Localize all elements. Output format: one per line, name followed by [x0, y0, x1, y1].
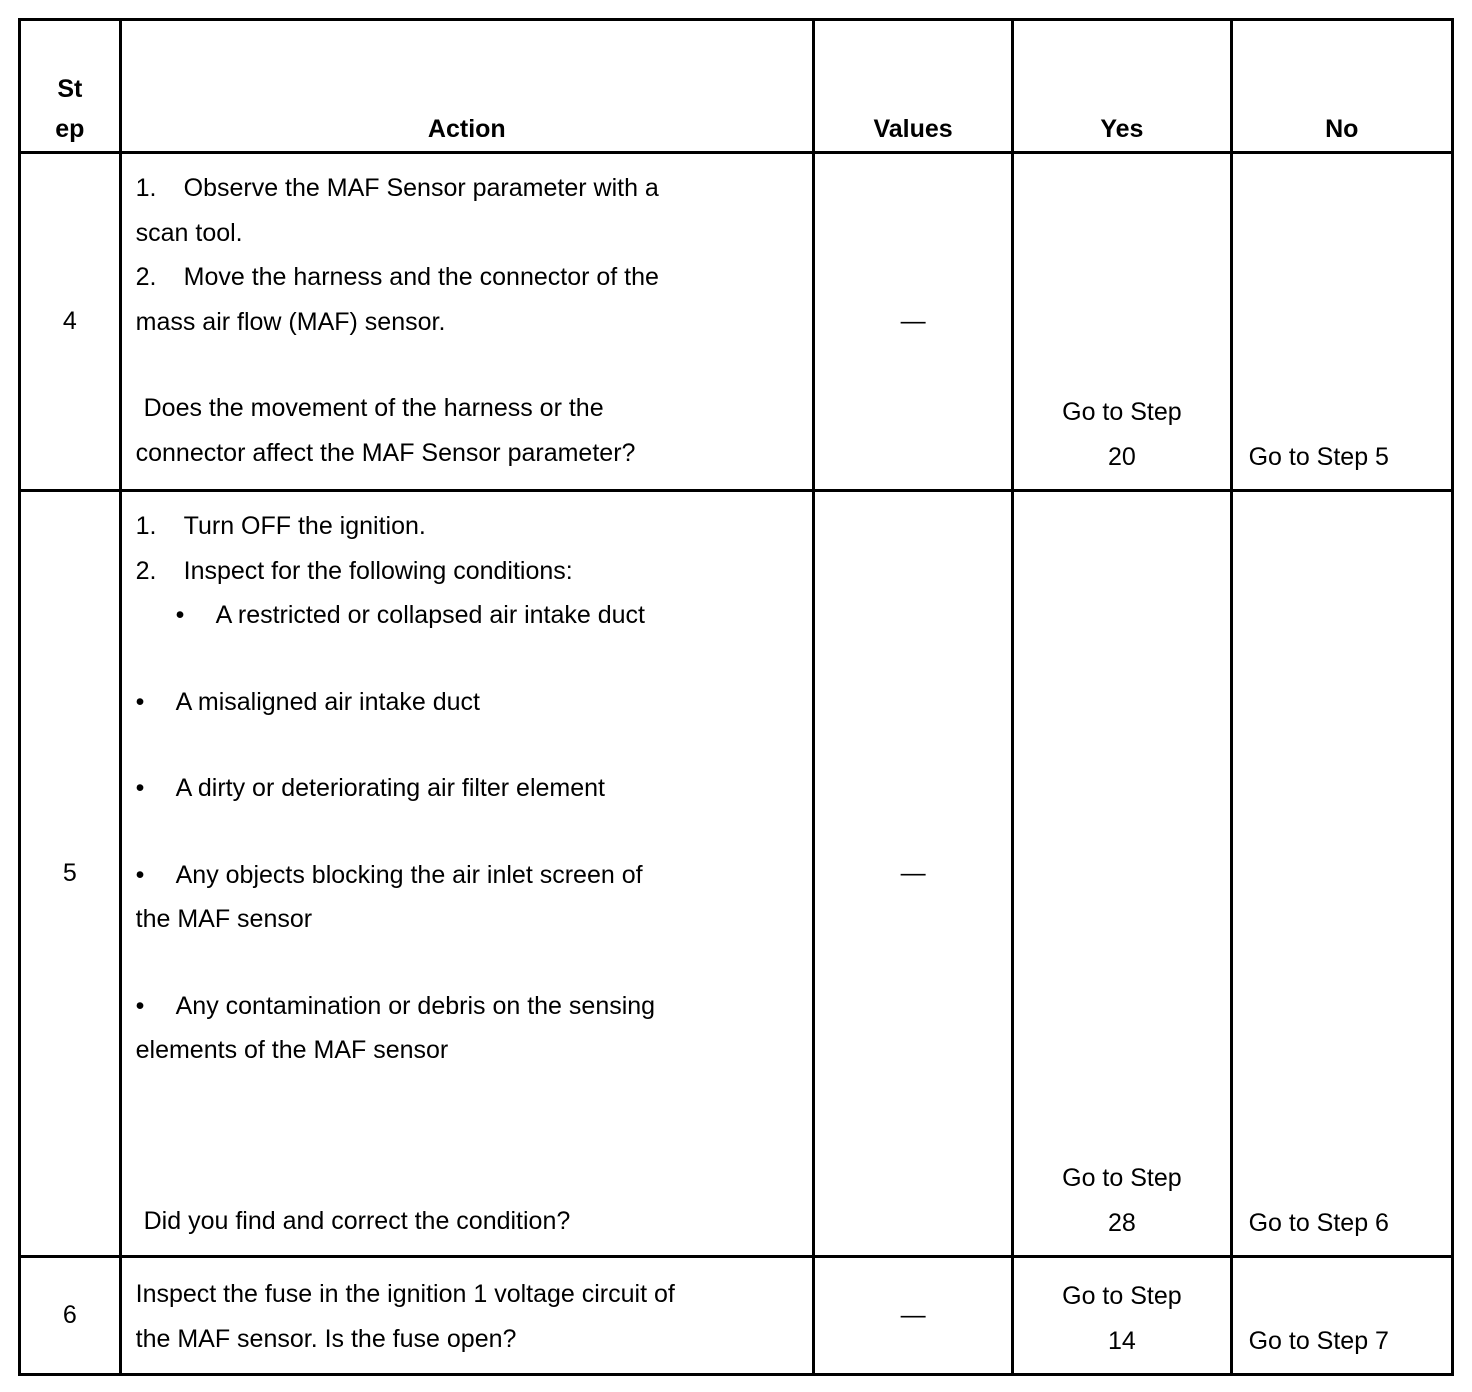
action-cell [120, 491, 813, 1257]
diagnostic-table [18, 18, 1454, 1376]
list-number: 2. [135, 556, 157, 585]
action-text: the MAF sensor [135, 905, 313, 933]
list-number: 1. [135, 512, 157, 540]
yes-line1: Go to Step [1062, 1164, 1182, 1192]
action-cell [120, 1257, 813, 1375]
bullet: • [175, 601, 185, 629]
values-cell: — [813, 153, 1012, 491]
header-step [20, 20, 121, 153]
step-number: 4 [20, 153, 121, 491]
yes-cell [1013, 153, 1231, 491]
header-no: No [1231, 20, 1452, 153]
no-text: Go to Step 5 [1248, 442, 1389, 471]
step-number: 6 [20, 1257, 121, 1375]
yes-line1: Go to Step [1062, 1282, 1182, 1310]
step-number: 5 [20, 491, 121, 1257]
action-question: Does the movement of the harness or the [143, 394, 604, 422]
action-text: A misaligned air intake duct [175, 687, 480, 716]
action-text: Any contamination or debris on the sensing [175, 991, 656, 1020]
action-text: Observe the MAF Sensor parameter with a [183, 174, 659, 202]
action-text: A restricted or collapsed air intake duct [215, 601, 646, 629]
values-cell: — [813, 1257, 1012, 1375]
action-text: mass air flow (MAF) sensor. [135, 307, 446, 336]
yes-line2: 28 [1107, 1208, 1136, 1237]
yes-cell [1013, 491, 1231, 1257]
header-step-line1: St [57, 75, 83, 103]
no-text: Go to Step 7 [1248, 1326, 1389, 1355]
no-text: Go to Step 6 [1248, 1208, 1389, 1237]
action-text: Inspect for the following conditions: [183, 556, 573, 585]
header-yes: Yes [1013, 20, 1231, 153]
bullet: • [135, 991, 145, 1020]
yes-cell [1013, 1257, 1231, 1375]
bullet: • [135, 860, 145, 889]
no-cell [1231, 153, 1452, 491]
no-cell [1231, 1257, 1452, 1375]
table-row [20, 1257, 1453, 1375]
header-values: Values [813, 20, 1012, 153]
header-action: Action [120, 20, 813, 153]
action-text: Inspect the fuse in the ignition 1 voltage circuit of [135, 1280, 675, 1308]
no-cell [1231, 491, 1452, 1257]
yes-line2: 14 [1107, 1326, 1136, 1355]
list-number: 2. [135, 263, 157, 291]
action-text: elements of the MAF sensor [135, 1036, 449, 1064]
bullet: • [135, 774, 145, 802]
action-text: the MAF sensor. Is the fuse open? [135, 1324, 517, 1353]
bullet: • [135, 687, 145, 716]
values-cell: — [813, 491, 1012, 1257]
action-text: Turn OFF the ignition. [183, 512, 426, 540]
action-question: connector affect the MAF Sensor parameter? [135, 438, 636, 467]
list-number: 1. [135, 174, 157, 202]
yes-line1: Go to Step [1062, 398, 1182, 426]
table-row [20, 491, 1453, 1257]
action-text: scan tool. [135, 218, 243, 247]
action-text: Move the harness and the connector of the [183, 263, 659, 291]
header-step-line2: ep [55, 115, 85, 143]
action-question: Did you find and correct the condition? [143, 1206, 571, 1235]
action-text: Any objects blocking the air inlet screen of [175, 860, 643, 889]
yes-line2: 20 [1107, 442, 1136, 471]
table-row [20, 153, 1453, 491]
header-row [20, 20, 1453, 153]
action-cell [120, 153, 813, 491]
action-text: A dirty or deteriorating air filter element [175, 774, 605, 802]
